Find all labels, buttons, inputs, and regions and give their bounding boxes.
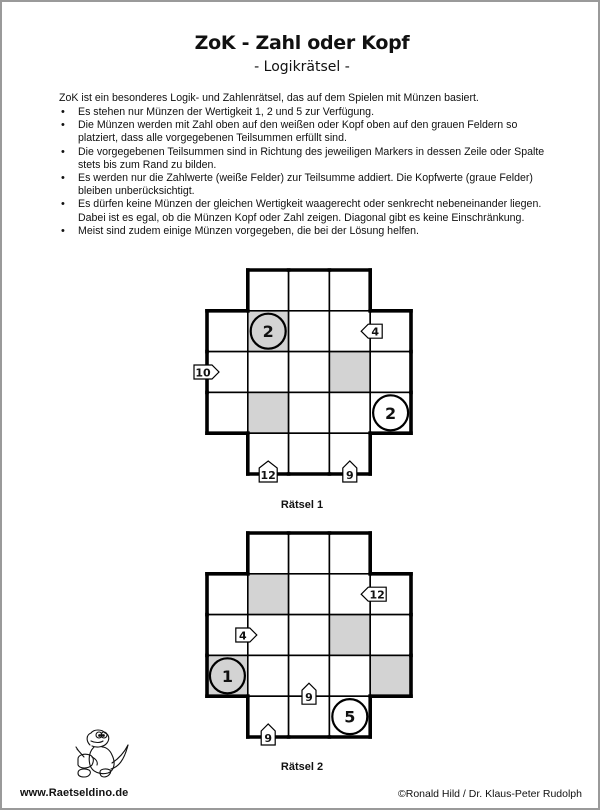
coin-value: 1 (221, 666, 233, 686)
rule-line: Es werden nur die Zahlwerte (weiße Felder) zur Teilsumme addiert. Die Kopfwerte (graue Felder) (78, 172, 533, 185)
puzzle-caption-2: Rätsel 2 (280, 761, 324, 773)
rule-line: bleiben unberücksichtigt. (78, 185, 195, 198)
sum-marker-value: 9 (345, 469, 354, 482)
sum-marker-value: 12 (369, 588, 385, 602)
page-title: ZoK - Zahl oder Kopf (194, 32, 410, 54)
sum-marker-value: 4 (238, 629, 247, 643)
puzzle-grid-2 (205, 531, 413, 745)
white-cell (289, 392, 330, 433)
gray-cell (329, 352, 370, 393)
dinosaur-mascot-icon (64, 727, 134, 782)
puzzle-caption-1: Rätsel 1 (280, 499, 324, 511)
rule-line: platziert, dass alle vorgegebenen Teilsummen erfüllt sind. (78, 132, 347, 145)
white-cell (207, 574, 248, 615)
website-link[interactable]: www.Raetseldino.de (20, 787, 129, 799)
sum-marker-value: 12 (260, 469, 276, 482)
rule-line: Meist sind zudem einige Münzen vorgegeben, die bei der Lösung helfen. (78, 224, 419, 237)
gray-cell (329, 615, 370, 656)
rule-item (59, 225, 599, 238)
gray-cell (248, 392, 289, 433)
white-cell (329, 270, 370, 311)
rule-item (59, 106, 599, 119)
puzzle-grid-1 (195, 268, 413, 482)
gray-cell (370, 655, 411, 696)
white-cell (248, 655, 289, 696)
coin-value: 2 (262, 322, 274, 342)
rule-item (59, 146, 599, 172)
white-cell (289, 311, 330, 352)
coin-value: 5 (344, 707, 356, 727)
white-cell (248, 270, 289, 311)
copyright-text: ©Ronald Hild / Dr. Klaus-Peter Rudolph (398, 788, 582, 800)
rules-list (59, 106, 599, 238)
page-subtitle: - Logikrätsel - (254, 59, 350, 75)
puzzle-2-svg (205, 531, 413, 745)
white-cell (289, 433, 330, 474)
white-cell (207, 311, 248, 352)
white-cell (248, 352, 289, 393)
white-cell (370, 615, 411, 656)
rule-line: Dabei ist es egal, ob die Münzen Kopf oder Zahl zeigen. Diagonal gibt es keine Einschränkung. (78, 211, 525, 224)
rule-line: Die Münzen werden mit Zahl oben auf den weißen oder Kopf oben auf den grauen Feldern so (78, 119, 518, 132)
rule-line: Es dürfen keine Münzen der gleichen Wertigkeit waagerecht oder senkrecht nebeneinander liegen. (78, 198, 542, 211)
rule-line: stets bis zum Rand zu bilden. (78, 158, 217, 171)
grid-layer (194, 270, 411, 482)
rule-line: Es stehen nur Münzen der Wertigkeit 1, 2 und 5 zur Verfügung. (78, 106, 375, 118)
puzzle-1-svg (195, 268, 413, 482)
gray-cell (248, 574, 289, 615)
rule-item (59, 198, 599, 224)
white-cell (289, 574, 330, 615)
white-cell (329, 392, 370, 433)
white-cell (370, 352, 411, 393)
white-cell (329, 533, 370, 574)
white-cell (289, 615, 330, 656)
sum-marker-value: 10 (195, 366, 211, 380)
sum-marker-value: 9 (305, 691, 313, 705)
rule-line: Die vorgegebenen Teilsummen sind in Richtung des jeweiligen Markers in dessen Zeile oder Spalte (78, 145, 545, 158)
grid-layer (207, 533, 411, 745)
white-cell (329, 655, 370, 696)
sum-marker-value: 4 (371, 325, 380, 339)
white-cell (207, 392, 248, 433)
white-cell (289, 270, 330, 311)
sum-marker-value: 9 (264, 732, 273, 745)
white-cell (289, 533, 330, 574)
intro-text: ZoK ist ein besonderes Logik- und Zahlenrätsel, das auf dem Spielen mit Münzen basiert. (59, 92, 479, 104)
white-cell (289, 352, 330, 393)
rule-item (59, 172, 599, 198)
rule-item (59, 119, 599, 145)
white-cell (248, 533, 289, 574)
coin-value: 2 (385, 403, 397, 423)
